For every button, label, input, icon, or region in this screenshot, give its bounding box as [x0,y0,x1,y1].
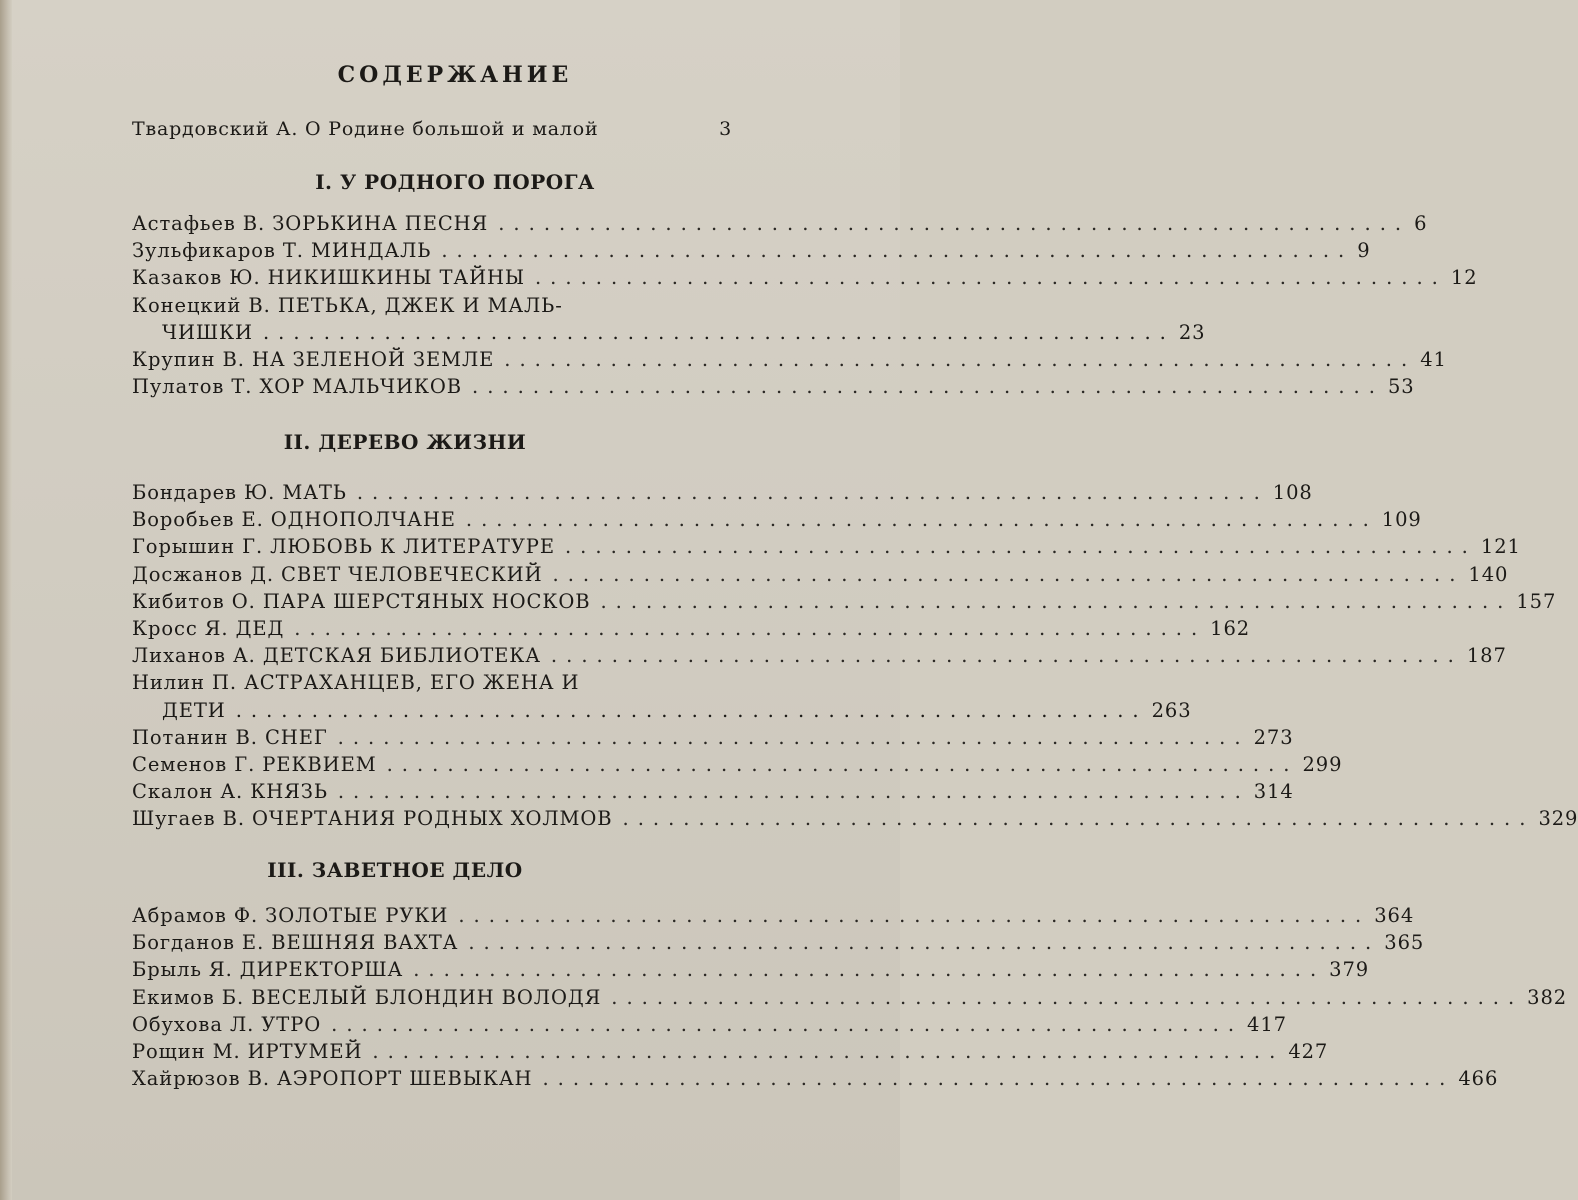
leader-dots: ............................................................ [622,807,1535,831]
toc-entry[interactable] [132,1065,1499,1092]
entry-text: Казаков Ю. НИКИШКИНЫ ТАЙНЫ [132,266,525,290]
toc-entry[interactable] [132,724,1294,751]
entry-text: Обухова Л. УТРО [132,1012,322,1036]
entry-text: Твардовский А. О Родине большой и малой [132,118,599,140]
toc-entry[interactable] [132,561,1509,588]
leader-dots: ............................................................ [413,958,1326,982]
entry-page: 364 [1374,904,1415,927]
entry-text-continued: ЧИШКИ [162,320,253,344]
entry-text: Зульфикаров Т. МИНДАЛЬ [132,239,432,263]
entry-page: 273 [1253,725,1294,749]
toc-entry[interactable] [132,805,1578,832]
leader-dots: ............................................................ [458,904,1371,927]
entry-text: Нилин П. АСТРАХАНЦЕВ, ЕГО ЖЕНА И [132,671,580,695]
entry-text: Досжанов Д. СВЕТ ЧЕЛОВЕЧЕСКИЙ [132,562,543,586]
toc-entry[interactable] [132,778,1294,805]
entry-text: Хайрюзов В. АЭРОПОРТ ШЕВЫКАН [132,1067,533,1091]
toc-entry[interactable] [132,533,1521,560]
entry-page: 427 [1288,1040,1329,1064]
toc-entry[interactable] [132,615,1251,642]
leader-dots: ............................................................ [498,212,1411,235]
entry-page: 41 [1420,348,1447,372]
leader-dots: ............................................................ [472,375,1384,399]
entry-page: 187 [1466,644,1507,668]
entry-text: Богданов Е. ВЕШНЯЯ ВАХТА [132,931,459,955]
entry-text: Рощин М. ИРТУМЕЙ [132,1040,363,1064]
intro-entry[interactable] [132,118,732,148]
leader-dots: ............................................................ [331,1012,1244,1036]
leader-dots: ............................................................ [294,617,1207,641]
entry-text: Пулатов Т. ХОР МАЛЬЧИКОВ [132,375,463,399]
entry-page: 23 [1178,320,1206,344]
leader-dots: ............................................................ [534,266,1447,290]
entry-page: 329 [1538,807,1578,831]
entry-text: Екимов Б. ВЕСЕЛЫЙ БЛОНДИН ВОЛОДЯ [132,985,602,1009]
toc-entry[interactable] [132,479,1313,506]
leader-dots: ............................................................ [552,562,1465,586]
entry-text: Брыль Я. ДИРЕКТОРША [132,958,404,982]
leader-dots: ............................................................ [468,931,1381,955]
entry-page: 6 [1414,212,1428,235]
entry-text: Кросс Я. ДЕД [132,617,285,641]
page-title: СОДЕРЖАНИЕ [337,62,573,88]
entry-page: 466 [1458,1067,1499,1091]
leader-dots: ............................................................ [386,753,1299,777]
entry-text: Конецкий В. ПЕТЬКА, ДЖЕК И МАЛЬ- [132,293,563,317]
section-heading: I. У РОДНОГО ПОРОГА [315,170,595,194]
leader-dots: ............................................................ [564,535,1477,559]
entry-text: Скалон А. КНЯЗЬ [132,780,328,804]
toc-entry[interactable] [132,373,1415,400]
leader-dots: ............................................................ [465,508,1378,532]
entry-page: 162 [1210,617,1251,641]
entry-text: Шугаев В. ОЧЕРТАНИЯ РОДНЫХ ХОЛМОВ [132,807,613,831]
toc-entry[interactable] [132,956,1370,983]
entry-page: 3 [719,118,732,140]
toc-entry[interactable] [132,588,1557,615]
leader-dots: ............................................................ [372,1040,1285,1064]
leader-dots: ............................................................ [550,644,1463,668]
leader-dots: ............................................................ [262,320,1175,344]
entry-page: 417 [1247,1012,1287,1036]
entry-page: 299 [1302,753,1343,777]
section-heading: II. ДЕРЕВО ЖИЗНИ [283,430,527,454]
toc-entry[interactable] [132,929,1425,956]
entry-page: 53 [1387,375,1415,399]
entry-text-continued: ДЕТИ [162,698,226,722]
entry-text: Семенов Г. РЕКВИЕМ [132,753,377,777]
entry-page: 121 [1480,535,1521,559]
entry-page: 314 [1253,780,1294,804]
leader-dots: ............................................................ [337,725,1250,749]
toc-list [132,210,1478,400]
entry-text: Крупин В. НА ЗЕЛЕНОЙ ЗЕМЛЕ [132,348,495,372]
toc-entry[interactable] [132,902,1415,929]
entry-page: 382 [1527,985,1568,1009]
leader-dots: ............................................................ [441,239,1354,263]
toc-entry[interactable] [132,292,1206,346]
entry-text: Абрамов Ф. ЗОЛОТЫЕ РУКИ [132,904,449,927]
toc-entry[interactable] [132,346,1447,373]
leader-dots: ............................................................ [356,481,1269,504]
toc-entry[interactable] [132,1038,1329,1065]
entry-page: 12 [1450,266,1478,290]
entry-text: Астафьев В. ЗОРЬКИНА ПЕСНЯ [132,212,489,235]
entry-page: 263 [1151,698,1192,722]
entry-page: 108 [1272,481,1313,504]
entry-page: 9 [1357,239,1371,263]
entry-page: 109 [1381,508,1422,532]
entry-text: Бондарев Ю. МАТЬ [132,481,347,504]
toc-entry[interactable] [132,506,1422,533]
entry-text: Потанин В. СНЕГ [132,725,328,749]
entry-page: 140 [1468,562,1509,586]
entry-page: 157 [1516,589,1557,613]
toc-entry[interactable] [132,264,1478,291]
toc-list [132,902,1568,1092]
entry-page: 365 [1384,931,1425,955]
leader-dots: ............................................................ [611,985,1524,1009]
section-heading: III. ЗАВЕТНОЕ ДЕЛО [267,858,523,882]
leader-dots: ............................................................ [337,780,1250,804]
toc-entry[interactable] [132,210,1428,237]
toc-entry[interactable] [132,984,1568,1011]
entry-text: Кибитов О. ПАРА ШЕРСТЯНЫХ НОСКОВ [132,589,591,613]
leader-dots: ............................................................ [542,1067,1455,1091]
entry-text: Лиханов А. ДЕТСКАЯ БИБЛИОТЕКА [132,644,541,668]
leader-dots: ............................................................ [600,589,1513,613]
entry-text: Воробьев Е. ОДНОПОЛЧАНЕ [132,508,456,532]
leader-dots: ............................................................ [504,348,1417,372]
leader-dots: ............................................................ [235,698,1148,722]
entry-text: Горышин Г. ЛЮБОВЬ К ЛИТЕРАТУРЕ [132,535,555,559]
toc-list [132,479,1578,833]
toc-entry[interactable] [132,1011,1287,1038]
toc-entry[interactable] [132,669,1192,723]
entry-page: 379 [1329,958,1370,982]
toc-entry[interactable] [132,751,1343,778]
toc-entry[interactable] [132,237,1371,264]
toc-entry[interactable] [132,642,1507,669]
